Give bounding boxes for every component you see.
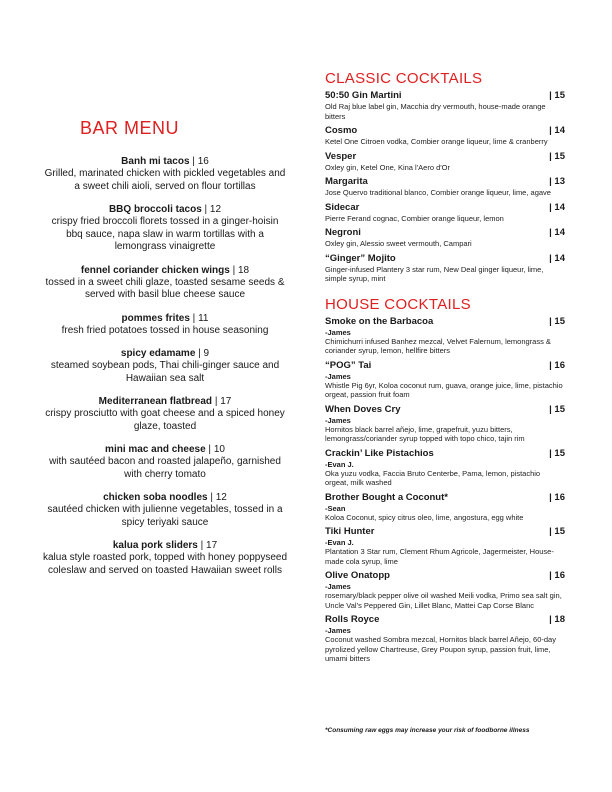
cocktail-item xyxy=(325,526,565,566)
cocktail-price: 16 xyxy=(554,570,565,581)
food-item xyxy=(42,203,288,254)
cocktail-item xyxy=(325,90,565,121)
food-price: 17 xyxy=(220,396,232,407)
cocktail-author: -James xyxy=(325,626,351,635)
cocktail-price: 13 xyxy=(554,176,565,187)
food-item xyxy=(42,539,288,577)
cocktail-name: Negroni xyxy=(325,227,361,238)
food-item xyxy=(42,155,288,193)
cocktail-description: Coconut washed Sombra mezcal, Hornitos black barrel Añejo, 60-day pyrolized yellow Chartreuse, Grey Poupon syrup, passion fruit, lime, umami bitters xyxy=(325,635,556,663)
food-name-line: spicy edamame | 9 xyxy=(120,348,210,359)
cocktail-description: Old Raj blue label gin, Macchia dry vermouth, house-made orange bitters xyxy=(325,102,546,121)
food-price: 16 xyxy=(197,156,209,167)
food-name-line: BBQ broccoli tacos | 12 xyxy=(108,204,222,215)
food-description: crispy fried broccoli florets tossed in a ginger-hoisin bbq sauce, napa slaw in warm tortillas with a lemongrass vinaigrette xyxy=(51,216,279,252)
cocktail-price: 15 xyxy=(554,526,565,537)
cocktail-item xyxy=(325,360,565,400)
cocktail-item xyxy=(325,570,565,610)
cocktail-item xyxy=(325,253,565,284)
cocktail-item xyxy=(325,448,565,488)
cocktail-name: Rolls Royce xyxy=(325,614,380,625)
food-name: pommes frites xyxy=(121,312,190,324)
cocktail-item xyxy=(325,125,565,147)
cocktail-item xyxy=(325,151,565,173)
food-price: 9 xyxy=(203,348,210,359)
cocktail-author: -James xyxy=(325,415,351,425)
food-price: 12 xyxy=(209,204,222,215)
cocktail-header xyxy=(325,227,565,239)
cocktail-header xyxy=(325,125,565,137)
cocktail-header xyxy=(325,151,565,163)
cocktail-item xyxy=(325,227,565,249)
cocktail-description: Oxley gin, Alessio sweet vermouth, Campari xyxy=(325,239,472,248)
cocktail-price: 14 xyxy=(554,125,565,136)
food-description: kalua style roasted pork, topped with honey poppyseed coleslaw and served on toasted Hawaiian sweet rolls xyxy=(42,552,288,576)
cocktail-author: -Sean xyxy=(325,503,346,513)
bar-menu-title: BAR MENU xyxy=(80,118,180,138)
classic-cocktails-list xyxy=(325,90,565,284)
food-price: 18 xyxy=(237,264,250,276)
cocktail-price-wrap: | 16 xyxy=(549,491,565,503)
food-item xyxy=(42,491,288,529)
food-item xyxy=(42,395,288,433)
cocktail-author: -Evan J. xyxy=(325,459,354,469)
cocktail-price: 15 xyxy=(554,403,565,415)
cocktail-price-wrap: | 15 xyxy=(549,90,565,101)
cocktail-name: “POG” Tai xyxy=(325,359,372,371)
cocktail-description: Hornitos black barrel añejo, lime, grapefruit, yuzu bitters, lemongrass/coriander syrup topped with topo chico, tajin rim xyxy=(325,424,525,443)
food-description: steamed soybean pods, Thai chili-ginger sauce and Hawaiian sea salt xyxy=(50,360,280,384)
raw-egg-footnote: *Consuming raw eggs may increase your risk of foodborne illness xyxy=(325,727,530,734)
cocktail-price: 14 xyxy=(554,201,565,213)
cocktail-description: Oxley gin, Ketel One, Kina l'Aero d'Or xyxy=(325,162,451,172)
cocktail-name: Cosmo xyxy=(325,125,358,136)
food-name: Banh mi tacos xyxy=(121,156,190,167)
food-price: 12 xyxy=(215,492,227,503)
cocktail-header xyxy=(325,492,565,504)
cocktail-price-wrap: | 13 xyxy=(549,176,565,187)
cocktail-price-wrap: | 15 xyxy=(549,150,565,162)
cocktail-item xyxy=(325,614,565,664)
cocktail-header xyxy=(325,404,565,416)
food-name: spicy edamame xyxy=(120,348,196,359)
cocktail-name: Margarita xyxy=(325,176,368,187)
food-name-line: Mediterranean flatbread | 17 xyxy=(98,396,232,407)
cocktail-header xyxy=(325,360,565,372)
house-cocktails-list xyxy=(325,316,565,664)
cocktail-name: Crackin’ Like Pistachios xyxy=(325,447,434,459)
cocktail-price: 15 xyxy=(554,447,565,459)
classic-cocktails-title: CLASSIC COCKTAILS xyxy=(325,70,483,87)
cocktail-name: Brother Bought a Coconut* xyxy=(325,491,448,503)
food-price: 10 xyxy=(213,444,225,455)
cocktail-price-wrap: | 14 xyxy=(549,201,565,213)
cocktail-description: Oka yuzu vodka, Faccia Bruto Centerbe, Pama, lemon, pistachio orgeat, milk washed xyxy=(325,468,541,487)
cocktail-description: Pierre Ferand cognac, Combier orange liqueur, lemon xyxy=(325,213,504,223)
food-item xyxy=(42,264,288,302)
cocktail-description: rosemary/black pepper olive oil washed Meili vodka, Primo sea salt gin, Uncle Val’s Peppered Gin, Lillet Blanc, Mattei Cap Corse Blanc xyxy=(325,591,562,610)
cocktail-header xyxy=(325,202,565,214)
food-description: crispy prosciutto with goat cheese and a spiced honey glaze, toasted xyxy=(45,408,285,432)
cocktail-price-wrap: | 15 xyxy=(549,447,565,459)
cocktail-description: Ginger-infused Plantery 3 star rum, New Deal ginger liqueur, lime, simple syrup, mint xyxy=(325,264,544,283)
food-name-line: chicken soba noodles | 12 xyxy=(103,492,227,503)
food-price: 17 xyxy=(206,540,218,551)
cocktail-author: -Evan J. xyxy=(325,538,354,547)
cocktail-description: Chimichurri infused Banhez mezcal, Velvet Falernum, lemongrass & coriander syrup, lemon, hellfire bitters xyxy=(325,336,551,355)
cocktail-name: 50:50 Gin Martini xyxy=(325,90,402,101)
bar-menu-column xyxy=(42,118,288,587)
cocktail-item xyxy=(325,202,565,224)
cocktail-header xyxy=(325,176,565,188)
food-name: chicken soba noodles xyxy=(103,492,208,503)
cocktails-column xyxy=(325,70,565,668)
cocktail-price: 18 xyxy=(554,614,565,625)
cocktail-name: Smoke on the Barbacoa xyxy=(325,315,434,327)
food-item xyxy=(42,443,288,481)
cocktail-author: -James xyxy=(325,371,351,381)
cocktail-price-wrap: | 16 xyxy=(549,359,565,371)
cocktail-item xyxy=(325,404,565,444)
cocktail-description: Jose Quervo traditional blanco, Combier orange liqueur, lime, agave xyxy=(325,188,551,197)
cocktail-name: “Ginger” Mojito xyxy=(325,252,396,264)
cocktail-price-wrap: | 15 xyxy=(549,403,565,415)
food-name: kalua pork sliders xyxy=(112,540,198,551)
food-name-line: mini mac and cheese | 10 xyxy=(105,444,225,455)
cocktail-price-wrap: | 15 xyxy=(549,526,565,537)
food-name-line: fennel coriander chicken wings | 18 xyxy=(80,264,250,276)
cocktail-price-wrap: | 14 xyxy=(549,252,565,264)
cocktail-price: 16 xyxy=(554,491,565,503)
cocktail-price: 16 xyxy=(554,359,565,371)
food-price: 11 xyxy=(198,312,209,324)
food-item xyxy=(42,347,288,385)
food-name-line: pommes frites | 11 xyxy=(121,312,209,324)
cocktail-price: 14 xyxy=(554,252,565,264)
cocktail-price: 15 xyxy=(554,150,565,162)
cocktail-header xyxy=(325,570,565,582)
cocktail-header xyxy=(325,526,565,538)
food-name: BBQ broccoli tacos xyxy=(108,204,202,215)
cocktail-description: Ketel One Citroen vodka, Combier orange liqueur, lime & cranberry xyxy=(325,137,548,146)
cocktail-header xyxy=(325,614,565,626)
cocktail-header xyxy=(325,90,565,102)
cocktail-description: Plantation 3 Star rum, Clement Rhum Agricole, Jagermeister, House-made cola syrup, lime xyxy=(325,547,554,566)
cocktail-name: Olive Onatopp xyxy=(325,570,390,581)
food-description: fresh fried potatoes tossed in house seasoning xyxy=(61,324,269,336)
food-name-line: Banh mi tacos | 16 xyxy=(121,156,209,167)
food-description: sautéed chicken with julienne vegetables, tossed in a spicy teriyaki sauce xyxy=(47,504,283,528)
cocktail-author: -James xyxy=(325,582,351,591)
food-name: Mediterranean flatbread xyxy=(98,396,213,407)
cocktail-name: When Doves Cry xyxy=(325,403,401,415)
cocktail-header xyxy=(325,316,565,328)
food-item xyxy=(42,312,288,338)
cocktail-name: Vesper xyxy=(325,150,357,162)
food-description: with sautéed bacon and roasted jalapeño, garnished with cherry tomato xyxy=(49,456,281,480)
cocktail-price-wrap: | 15 xyxy=(549,315,565,327)
cocktail-price-wrap: | 14 xyxy=(549,227,565,238)
food-name: fennel coriander chicken wings xyxy=(80,264,230,276)
cocktail-description: Koloa Coconut, spicy citrus oleo, lime, angostura, egg white xyxy=(325,512,524,522)
food-name: mini mac and cheese xyxy=(105,444,206,455)
bar-menu-list xyxy=(42,155,288,577)
house-cocktails-title: HOUSE COCKTAILS xyxy=(325,295,471,313)
cocktail-name: Sidecar xyxy=(325,201,360,213)
cocktail-price-wrap: | 18 xyxy=(549,614,565,625)
cocktail-price: 15 xyxy=(554,315,565,327)
cocktail-item xyxy=(325,176,565,198)
cocktail-name: Tiki Hunter xyxy=(325,526,375,537)
food-name-line: kalua pork sliders | 17 xyxy=(112,540,218,551)
cocktail-author: -James xyxy=(325,327,351,337)
cocktail-header xyxy=(325,253,565,265)
food-description: tossed in a sweet chili glaze, toasted sesame seeds & served with basil blue cheese sauce xyxy=(45,276,285,300)
cocktail-item xyxy=(325,492,565,523)
cocktail-price-wrap: | 16 xyxy=(549,570,565,581)
cocktail-description: Whistle Pig 6yr, Koloa coconut rum, guava, orange juice, lime, pistachio orgeat, passion fruit foam xyxy=(325,380,563,399)
cocktail-header xyxy=(325,448,565,460)
cocktail-price: 15 xyxy=(554,90,565,101)
cocktail-price-wrap: | 14 xyxy=(549,125,565,136)
cocktail-price: 14 xyxy=(554,227,565,238)
cocktail-item xyxy=(325,316,565,356)
food-description: Grilled, marinated chicken with pickled vegetables and a sweet chili aioli, served on flour tortillas xyxy=(44,168,286,192)
